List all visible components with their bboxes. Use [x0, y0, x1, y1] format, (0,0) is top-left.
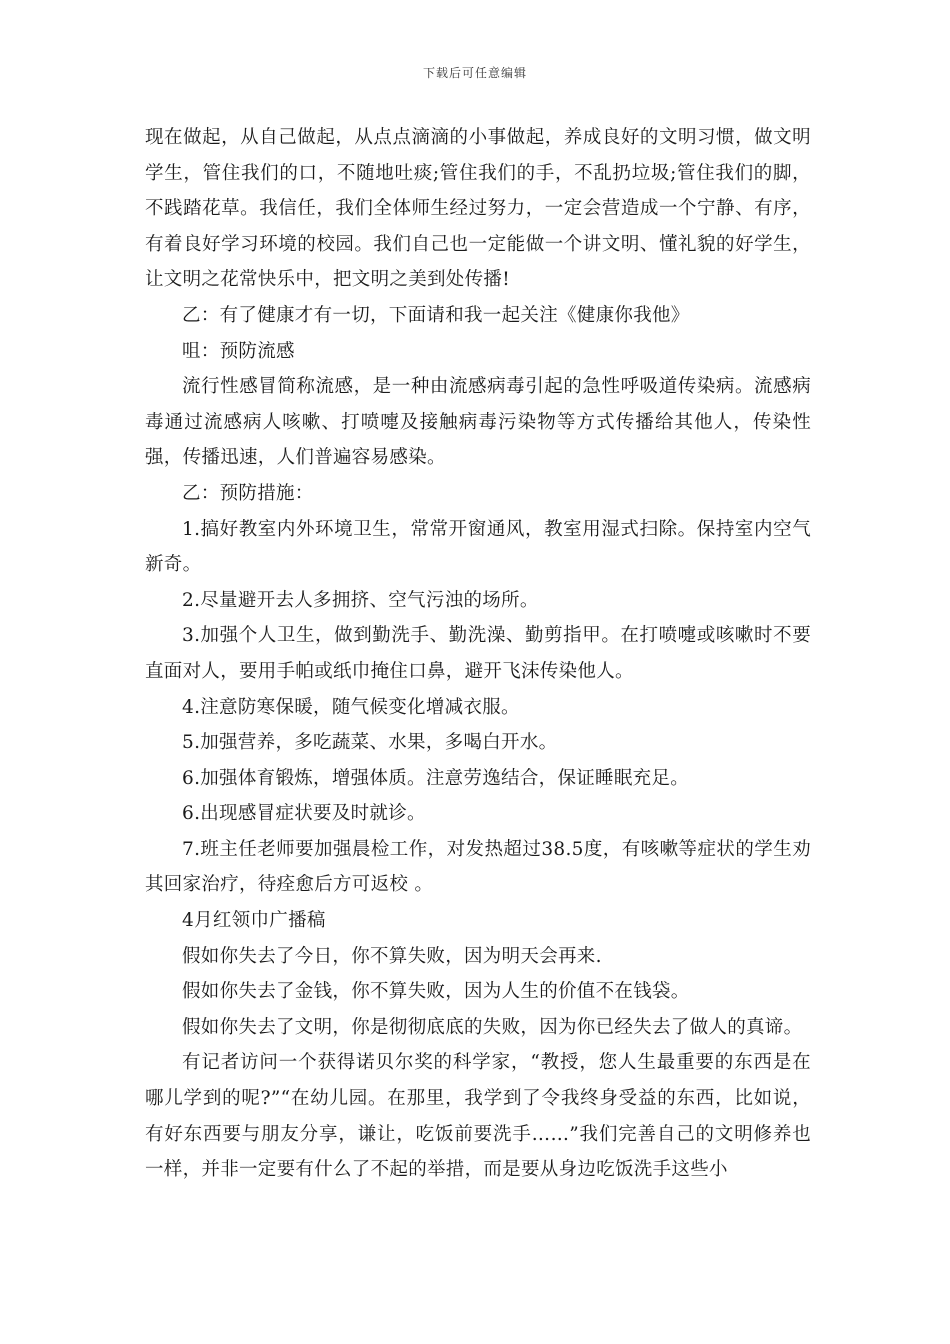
paragraph: 假如你失去了文明，你是彻彻底底的失败，因为你已经失去了做人的真谛。	[182, 1016, 803, 1038]
paragraph: 假如你失去了金钱，你不算失败，因为人生的价值不在钱袋。	[182, 981, 690, 1003]
list-item: 6.加强体育锻炼，增强体质。注意劳逸结合，保证睡眠充足。	[182, 767, 690, 789]
list-item: 6.出现感冒症状要及时就诊。	[182, 803, 426, 825]
list-item: 7.班主任老师要加强晨检工作，对发热超过38.5度，有咳嗽等症状的学生劝其回家治疗，待痊愈后方可返校 。	[145, 838, 811, 896]
list-item: 2.尽量避开去人多拥挤、空气污浊的场所。	[182, 589, 539, 611]
paragraph: 乙：有了健康才有一切，下面请和我一起关注《健康你我他》	[182, 304, 690, 326]
list-item: 1.搞好教室内外环境卫生，常常开窗通风，教室用湿式扫除。保持室内空气新奇。	[145, 518, 811, 576]
paragraph: 乙：预防措施：	[182, 482, 314, 504]
section-title: 4月红领巾广播稿	[182, 910, 326, 932]
paragraph: 流行性感冒简称流感，是一种由流感病毒引起的急性呼吸道传染病。流感病毒通过流感病人咳嗽、打喷嚏及接触病毒污染物等方式传播给其他人，传染性强，传播迅速，人们普遍容易感染。	[145, 376, 811, 469]
paragraph: 有记者访问一个获得诺贝尔奖的科学家，“教授，您人生最重要的东西是在哪儿学到的呢?”“在幼儿园。在那里，我学到了令我终身受益的东西，比如说，有好东西要与朋友分享，谦让，吃饭前要洗手……”我们完善自己的文明修养也一样，并非一定要有什么了不起的举措，而是要从身边吃饭洗手这些小	[145, 1052, 811, 1181]
page-header: 下载后可任意编辑	[422, 66, 527, 80]
list-item: 4.注意防寒保暖，随气候变化增减衣服。	[182, 696, 520, 718]
paragraph: 假如你失去了今日，你不算失败，因为明天会再来.	[182, 945, 602, 967]
document-body	[145, 120, 811, 1188]
list-item: 3.加强个人卫生，做到勤洗手、勤洗澡、勤剪指甲。在打喷嚏或咳嗽时不要直面对人，要用手帕或纸巾掩住口鼻，避开飞沫传染他人。	[145, 625, 811, 682]
paragraph: 咀：预防流感	[182, 340, 295, 362]
list-item: 5.加强营养，多吃蔬菜、水果，多喝白开水。	[182, 732, 558, 754]
paragraph: 现在做起，从自己做起，从点点滴滴的小事做起，养成良好的文明习惯，做文明学生，管住我们的口，不随地吐痰;管住我们的手，不乱扔垃圾;管住我们的脚，不践踏花草。我信任，我们全体师生经过努力，一定会营造成一个宁静、有序，有着良好学习环境的校园。我们自己也一定能做一个讲文明、懂礼貌的好学生，让文明之花常快乐中，把文明之美到处传播!	[145, 127, 811, 291]
